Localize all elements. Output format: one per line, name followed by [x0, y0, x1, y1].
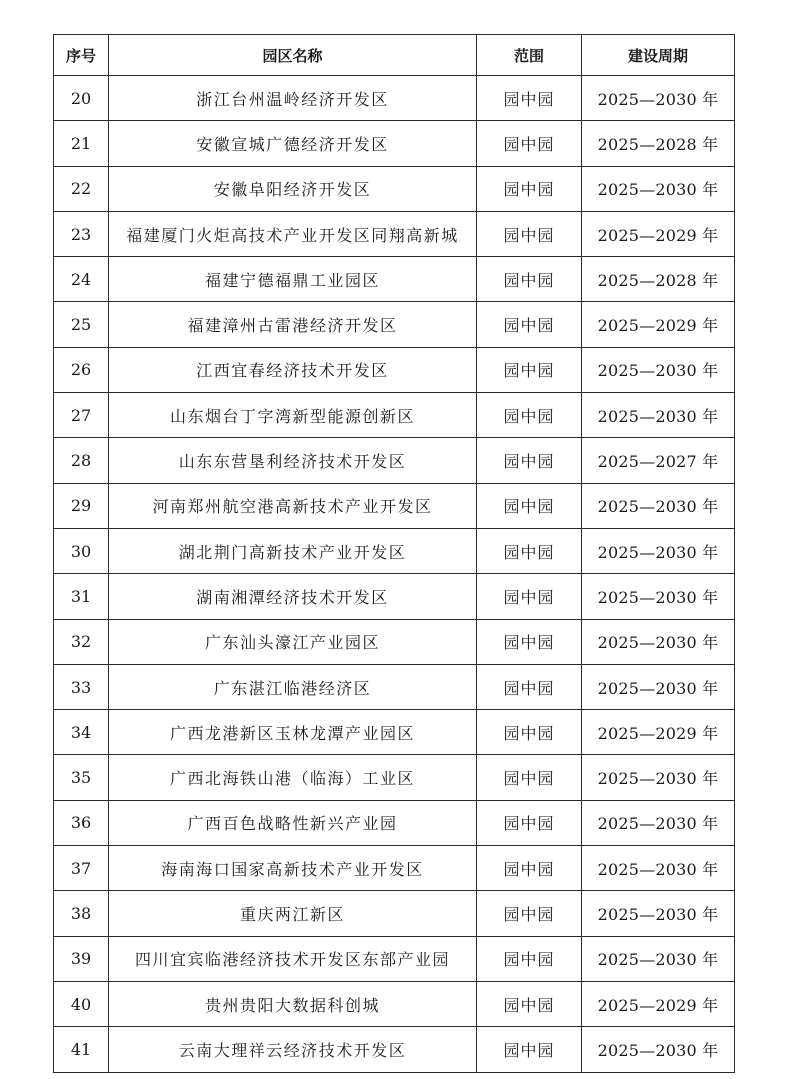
table-row [54, 483, 735, 528]
cell-park-name: 湖北荆门高新技术产业开发区 [109, 528, 477, 573]
cell-construction-cycle: 2025—2030 年 [582, 393, 735, 438]
cell-park-name: 广西龙港新区玉林龙潭产业园区 [109, 710, 477, 755]
cell-scope: 园中园 [477, 211, 582, 256]
cell-number: 28 [54, 438, 109, 483]
table-header [54, 35, 735, 76]
table-row [54, 257, 735, 302]
table-row [54, 710, 735, 755]
cell-scope: 园中园 [477, 574, 582, 619]
cell-scope: 园中园 [477, 438, 582, 483]
cell-construction-cycle: 2025—2029 年 [582, 981, 735, 1026]
table-row [54, 121, 735, 166]
cell-construction-cycle: 2025—2029 年 [582, 710, 735, 755]
cell-scope: 园中园 [477, 936, 582, 981]
cell-scope: 园中园 [477, 257, 582, 302]
table-row [54, 846, 735, 891]
cell-number: 21 [54, 121, 109, 166]
cell-number: 31 [54, 574, 109, 619]
cell-construction-cycle: 2025—2030 年 [582, 664, 735, 709]
cell-scope: 园中园 [477, 483, 582, 528]
cell-scope: 园中园 [477, 302, 582, 347]
cell-construction-cycle: 2025—2030 年 [582, 76, 735, 121]
cell-number: 37 [54, 846, 109, 891]
cell-scope: 园中园 [477, 76, 582, 121]
cell-park-name: 重庆两江新区 [109, 891, 477, 936]
cell-park-name: 广西百色战略性新兴产业园 [109, 800, 477, 845]
cell-construction-cycle: 2025—2030 年 [582, 1027, 735, 1072]
cell-number: 35 [54, 755, 109, 800]
cell-scope: 园中园 [477, 393, 582, 438]
cell-park-name: 山东东营垦利经济技术开发区 [109, 438, 477, 483]
cell-construction-cycle: 2025—2029 年 [582, 302, 735, 347]
header-name: 园区名称 [109, 35, 477, 76]
cell-construction-cycle: 2025—2030 年 [582, 619, 735, 664]
cell-scope: 园中园 [477, 981, 582, 1026]
table-row [54, 619, 735, 664]
cell-scope: 园中园 [477, 347, 582, 392]
cell-park-name: 山东烟台丁字湾新型能源创新区 [109, 393, 477, 438]
table-row [54, 438, 735, 483]
cell-park-name: 广东湛江临港经济区 [109, 664, 477, 709]
cell-number: 30 [54, 528, 109, 573]
cell-scope: 园中园 [477, 710, 582, 755]
table-row [54, 302, 735, 347]
table-row [54, 755, 735, 800]
cell-park-name: 广西北海铁山港（临海）工业区 [109, 755, 477, 800]
cell-construction-cycle: 2025—2030 年 [582, 846, 735, 891]
cell-number: 29 [54, 483, 109, 528]
cell-construction-cycle: 2025—2030 年 [582, 528, 735, 573]
header-cycle: 建设周期 [582, 35, 735, 76]
header-row [54, 35, 735, 76]
cell-scope: 园中园 [477, 121, 582, 166]
cell-number: 39 [54, 936, 109, 981]
cell-park-name: 浙江台州温岭经济开发区 [109, 76, 477, 121]
cell-construction-cycle: 2025—2030 年 [582, 347, 735, 392]
cell-scope: 园中园 [477, 664, 582, 709]
cell-park-name: 安徽宣城广德经济开发区 [109, 121, 477, 166]
cell-construction-cycle: 2025—2030 年 [582, 166, 735, 211]
cell-number: 40 [54, 981, 109, 1026]
cell-number: 32 [54, 619, 109, 664]
cell-construction-cycle: 2025—2030 年 [582, 574, 735, 619]
park-list-table [53, 34, 735, 1073]
table-row [54, 393, 735, 438]
header-scope: 范围 [477, 35, 582, 76]
table-row [54, 936, 735, 981]
table-row [54, 528, 735, 573]
cell-construction-cycle: 2025—2030 年 [582, 483, 735, 528]
table-row [54, 1027, 735, 1072]
cell-park-name: 福建宁德福鼎工业园区 [109, 257, 477, 302]
cell-park-name: 贵州贵阳大数据科创城 [109, 981, 477, 1026]
cell-number: 36 [54, 800, 109, 845]
cell-construction-cycle: 2025—2030 年 [582, 936, 735, 981]
cell-park-name: 海南海口国家高新技术产业开发区 [109, 846, 477, 891]
cell-scope: 园中园 [477, 166, 582, 211]
cell-scope: 园中园 [477, 528, 582, 573]
cell-scope: 园中园 [477, 755, 582, 800]
cell-number: 34 [54, 710, 109, 755]
cell-park-name: 江西宜春经济技术开发区 [109, 347, 477, 392]
cell-park-name: 广东汕头濠江产业园区 [109, 619, 477, 664]
table-row [54, 800, 735, 845]
cell-construction-cycle: 2025—2029 年 [582, 211, 735, 256]
cell-number: 38 [54, 891, 109, 936]
cell-number: 22 [54, 166, 109, 211]
cell-park-name: 四川宜宾临港经济技术开发区东部产业园 [109, 936, 477, 981]
document-page [53, 34, 734, 1073]
cell-park-name: 安徽阜阳经济开发区 [109, 166, 477, 211]
cell-number: 41 [54, 1027, 109, 1072]
table-row [54, 166, 735, 211]
cell-number: 25 [54, 302, 109, 347]
cell-scope: 园中园 [477, 619, 582, 664]
table-row [54, 76, 735, 121]
table-body [54, 76, 735, 1073]
cell-construction-cycle: 2025—2030 年 [582, 800, 735, 845]
cell-scope: 园中园 [477, 1027, 582, 1072]
cell-construction-cycle: 2025—2027 年 [582, 438, 735, 483]
cell-park-name: 云南大理祥云经济技术开发区 [109, 1027, 477, 1072]
cell-scope: 园中园 [477, 800, 582, 845]
cell-number: 23 [54, 211, 109, 256]
cell-park-name: 福建漳州古雷港经济开发区 [109, 302, 477, 347]
table-row [54, 574, 735, 619]
cell-scope: 园中园 [477, 891, 582, 936]
table-row [54, 981, 735, 1026]
cell-number: 33 [54, 664, 109, 709]
cell-construction-cycle: 2025—2030 年 [582, 891, 735, 936]
cell-number: 27 [54, 393, 109, 438]
cell-scope: 园中园 [477, 846, 582, 891]
cell-construction-cycle: 2025—2030 年 [582, 755, 735, 800]
cell-number: 20 [54, 76, 109, 121]
cell-park-name: 湖南湘潭经济技术开发区 [109, 574, 477, 619]
cell-construction-cycle: 2025—2028 年 [582, 257, 735, 302]
cell-park-name: 河南郑州航空港高新技术产业开发区 [109, 483, 477, 528]
table-row [54, 664, 735, 709]
table-row [54, 347, 735, 392]
table-row [54, 211, 735, 256]
table-row [54, 891, 735, 936]
cell-number: 24 [54, 257, 109, 302]
header-no: 序号 [54, 35, 109, 76]
cell-park-name: 福建厦门火炬高技术产业开发区同翔高新城 [109, 211, 477, 256]
cell-construction-cycle: 2025—2028 年 [582, 121, 735, 166]
cell-number: 26 [54, 347, 109, 392]
